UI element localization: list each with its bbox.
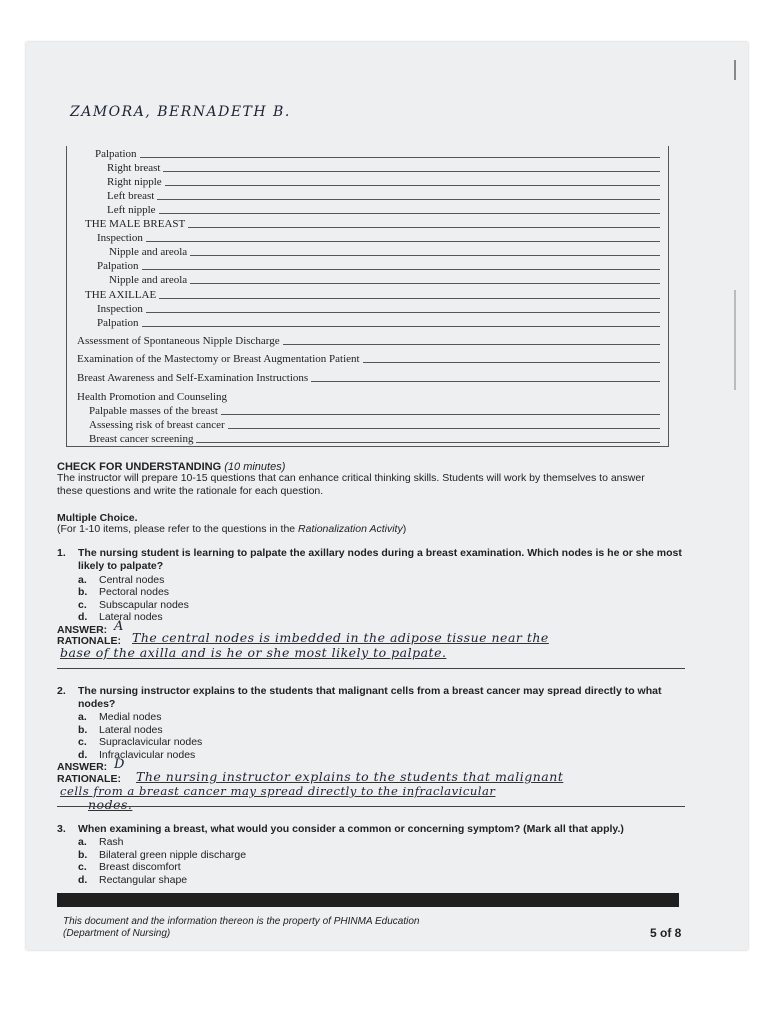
outline-item: Right breast (107, 160, 660, 174)
outline-item: Examination of the Mastectomy or Breast Augmentation Patient (77, 351, 660, 365)
mc-heading: Multiple Choice. (57, 512, 138, 524)
outline-item: Breast cancer screening (89, 431, 660, 445)
option-2d: d. Infraclavicular nodes (78, 749, 196, 761)
answer-label-1: ANSWER: (57, 624, 108, 636)
outline-item: Health Promotion and Counseling (77, 391, 228, 403)
outline-item: Palpation (97, 258, 660, 272)
question-1: 1. The nursing student is learning to palpate the axillary nodes during a breast examination. Which nodes is he or she most likely to palpate? (57, 547, 682, 572)
outline-item: THE AXILLAE (85, 287, 660, 301)
section-heading: CHECK FOR UNDERSTANDING (10 minutes) (57, 461, 286, 473)
section-instructions: The instructor will prepare 10-15 questions that can enhance critical thinking skills. Students will work by themselves to answer these questions and write the rationale for each question. (57, 472, 645, 497)
outline-item: Right nipple (107, 174, 660, 188)
binding-mark (734, 290, 736, 390)
mc-note: (For 1-10 items, please refer to the questions in the Rationalization Activity) (57, 523, 407, 535)
question-3: 3. When examining a breast, what would you consider a common or concerning symptom? (Mark all that apply.) (57, 823, 624, 835)
rationale-1-line-1: The central nodes is imbedded in the adipose tissue near the (132, 630, 549, 645)
outline-item: Assessing risk of breast cancer (89, 417, 660, 431)
footer-text: This document and the information thereon is the property of PHINMA Education (Department of Nursing) (63, 916, 420, 939)
outline-box (66, 146, 669, 447)
option-3d: d. Rectangular shape (78, 874, 188, 886)
option-2b: b. Lateral nodes (78, 724, 163, 736)
rationale-rule (57, 806, 685, 807)
outline-item: Left breast (107, 188, 660, 202)
rationale-2-line-2: cells from a breast cancer may spread directly to the infraclavicular (60, 784, 496, 798)
option-2c: c. Supraclavicular nodes (78, 736, 203, 748)
question-2: 2. The nursing instructor explains to the students that malignant cells from a breast cancer may spread directly to what nodes? (57, 685, 662, 710)
rationale-rule (57, 668, 685, 669)
answer-label-2: ANSWER: (57, 761, 108, 773)
outline-item: Palpation (97, 315, 660, 329)
answer-2: D (114, 757, 125, 772)
outline-item: Breast Awareness and Self-Examination Instructions (77, 370, 660, 384)
student-name: ZAMORA, BERNADETH B. (70, 104, 291, 120)
option-2a: a. Medial nodes (78, 711, 162, 723)
rationale-2-line-1: The nursing instructor explains to the students that malignant (136, 769, 564, 784)
outline-item: Assessment of Spontaneous Nipple Discharge (77, 333, 660, 347)
outline-item: Nipple and areola (109, 272, 660, 286)
option-1d: d. Lateral nodes (78, 611, 163, 623)
option-3b: b. Bilateral green nipple discharge (78, 849, 247, 861)
rationale-1-line-2: base of the axilla and is he or she most likely to palpate. (60, 645, 447, 660)
answer-1: A (114, 619, 124, 634)
outline-item: Left nipple (107, 202, 660, 216)
outline-item: Palpable masses of the breast (89, 403, 660, 417)
outline-item: Inspection (97, 301, 660, 315)
option-1a: a. Central nodes (78, 574, 165, 586)
outline-item: Palpation (95, 146, 660, 160)
rationale-label-2: RATIONALE: (57, 773, 121, 785)
page-number: 5 of 8 (650, 926, 682, 940)
option-3c: c. Breast discomfort (78, 861, 181, 873)
outline-item: Nipple and areola (109, 244, 660, 258)
option-3a: a. Rash (78, 836, 124, 848)
binding-mark (734, 60, 736, 80)
rationale-2-line-3: nodes. (88, 797, 133, 812)
outline-item: THE MALE BREAST (85, 216, 660, 230)
option-1b: b. Pectoral nodes (78, 586, 170, 598)
rationale-label-1: RATIONALE: (57, 635, 121, 647)
option-1c: c. Subscapular nodes (78, 599, 189, 611)
footer-bar (57, 893, 679, 907)
outline-item: Inspection (97, 230, 660, 244)
